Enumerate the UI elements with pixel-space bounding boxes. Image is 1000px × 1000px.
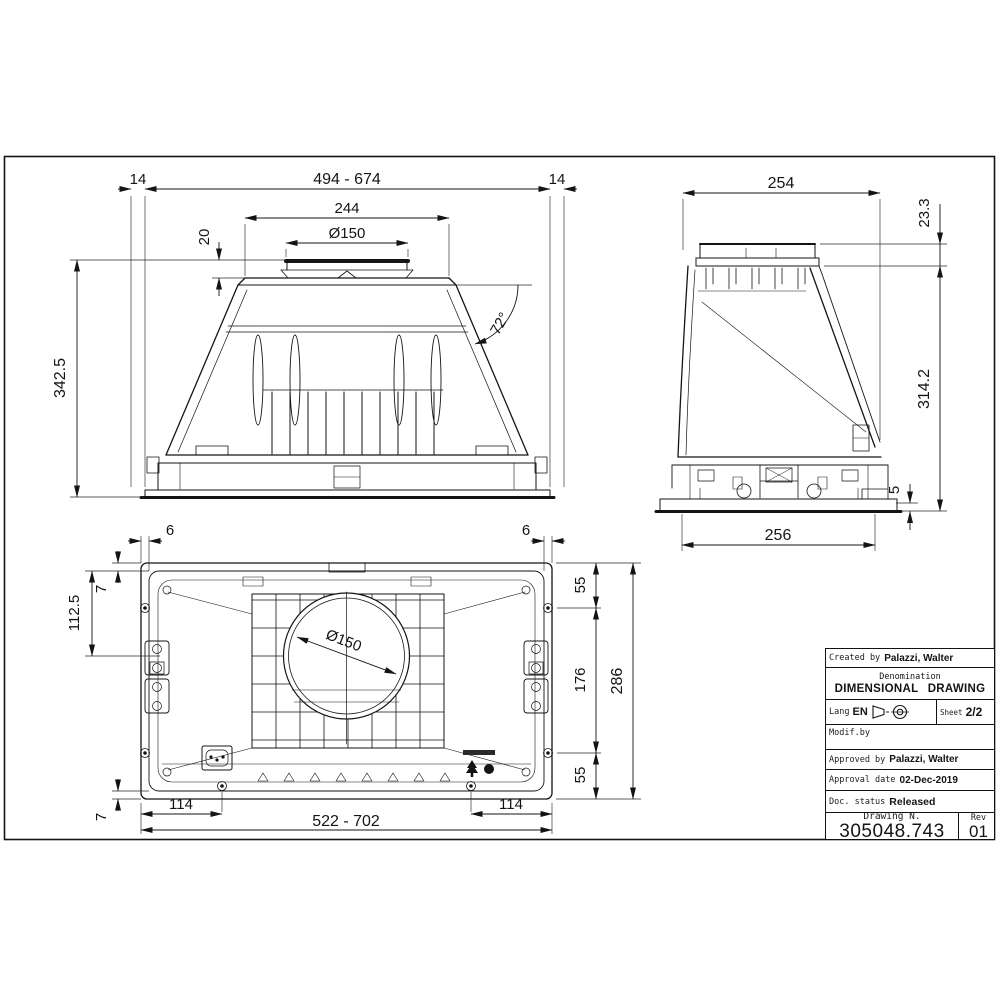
dim-side-collar-height: 23.3 [916,198,933,228]
dim-side-top-width: 254 [767,175,795,192]
title-block-approval-date [826,769,994,790]
dim-front-total-height: 342.5 [52,357,69,399]
title-block-approved-by [826,749,994,769]
dim-plan-hole-top-offset: 55 [572,576,589,594]
lang-value: EN [852,706,868,718]
denomination-value: DIMENSIONAL DRAWING [834,683,986,695]
dim-front-width-range: 494 - 674 [313,171,381,188]
power-socket-icon [202,746,232,770]
lang-cell [826,700,932,724]
created-by-label: Created by [829,653,881,663]
drawing-number-cell [826,813,959,839]
title-block-drawing-number-row [826,812,994,839]
drawing-number-value: 305048.743 [839,821,945,839]
dim-plan-hole-bottom-offset: 55 [572,766,589,784]
side-view-dimensions [682,175,947,551]
approved-by-label: Approved by [829,754,886,765]
title-block-denomination [826,667,994,699]
created-by-value: Palazzi, Walter [884,652,954,664]
dim-plan-depth: 286 [609,667,626,695]
denomination-label: Denomination [879,672,941,682]
sheet-label: Sheet [940,707,963,717]
dim-plan-inset-bottom: 7 [93,812,110,822]
rev-label: Rev [970,812,987,823]
product-label [463,750,495,755]
front-view-dimensions [52,171,577,497]
dim-side-flange-height: 5 [886,485,903,495]
dot-symbol-icon [484,764,494,774]
dim-plan-inset-top: 7 [93,584,110,594]
rev-cell [963,813,994,839]
title-block-created-by [826,649,994,667]
tree-symbol-icon [466,760,478,777]
plan-view [141,563,553,799]
doc-status-label: Doc. status [829,796,886,807]
dim-front-margin-left: 14 [129,171,147,188]
title-block [825,648,995,840]
doc-status-value: Released [889,795,936,808]
dim-plan-duct-diameter: Ø150 [323,626,364,656]
dim-plan-inset-right: 6 [521,522,531,539]
dim-plan-inset-left: 6 [165,522,175,539]
dim-front-margin-right: 14 [548,171,566,188]
first-angle-projection-icon [871,704,915,720]
approval-date-label: Approval date [829,775,896,785]
dim-front-duct-diameter: Ø150 [328,225,366,242]
dim-plan-hole-left-offset: 114 [169,796,193,813]
title-block-modif-by [826,724,994,749]
approval-date-value: 02-Dec-2019 [899,774,958,786]
sheet-cell [936,700,994,724]
modif-by-label: Modif.by [829,728,870,738]
lang-label: Lang [829,707,850,717]
dim-side-bottom-width: 256 [764,527,792,544]
dim-front-collar-plate-width: 244 [334,200,360,217]
dim-front-collar-height: 20 [196,228,213,246]
dim-side-body-height: 314.2 [916,368,933,410]
approved-by-value: Palazzi, Walter [889,754,959,765]
dim-plan-width-range: 522 - 702 [312,813,380,830]
dim-plan-hole-spacing: 176 [572,667,589,693]
drawing-number-label: Drawing N. [863,812,921,822]
rev-value: 01 [969,821,988,839]
front-view [141,261,554,498]
side-view [656,244,901,512]
title-block-doc-status [826,790,994,812]
title-block-lang-sheet [826,699,994,724]
sheet-value: 2/2 [965,705,983,719]
dim-plan-hole-right-offset: 114 [499,796,523,813]
dim-front-wall-angle: 72° [487,309,514,338]
dim-plan-duct-center-offset: 112.5 [66,594,83,632]
